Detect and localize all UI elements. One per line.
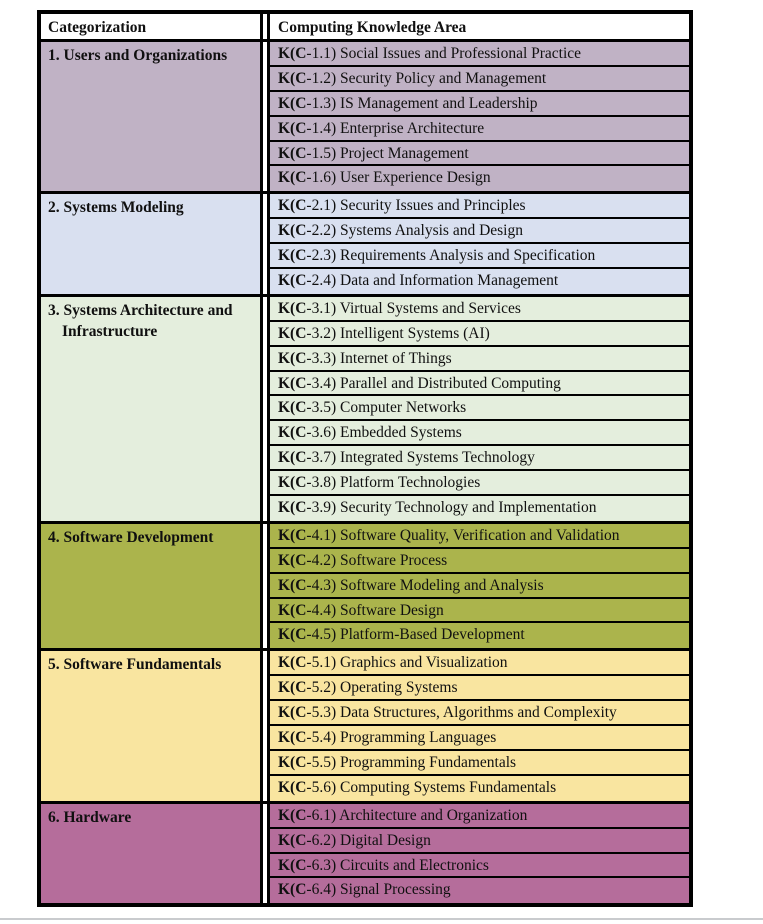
knowledge-area-code-prefix: K(C	[278, 324, 307, 342]
category-label: 2. Systems Modeling	[48, 199, 184, 217]
knowledge-area-column	[267, 651, 689, 800]
knowledge-area-code-prefix: K(C	[278, 881, 307, 899]
category-label: 6. Hardware	[48, 808, 132, 826]
knowledge-area-code-prefix: K(C	[278, 449, 307, 467]
knowledge-area-row: K(C-1.5) Project Management	[270, 142, 689, 167]
knowledge-area-code-prefix: K(C	[278, 424, 307, 442]
table-section-3	[41, 297, 689, 524]
knowledge-area-code-prefix: K(C	[278, 654, 307, 672]
knowledge-area-code-prefix: K(C	[278, 45, 307, 62]
header-categorization: Categorization	[41, 14, 263, 39]
knowledge-area-code-prefix: K(C	[278, 806, 307, 824]
knowledge-area-code-prefix: K(C	[278, 222, 307, 240]
category-cell	[41, 297, 263, 521]
knowledge-area-row: K(C-6.2) Digital Design	[270, 829, 689, 854]
knowledge-area-column	[267, 194, 689, 294]
knowledge-area-row: K(C-5.6) Computing Systems Fundamentals	[270, 776, 689, 801]
knowledge-area-code-prefix: K(C	[278, 778, 307, 796]
knowledge-area-row: K(C-5.3) Data Structures, Algorithms and Complexity	[270, 701, 689, 726]
knowledge-area-row: K(C-5.5) Programming Fundamentals	[270, 751, 689, 776]
knowledge-area-row: K(C-3.4) Parallel and Distributed Computing	[270, 372, 689, 397]
knowledge-area-code-prefix: K(C	[278, 601, 307, 619]
knowledge-area-row: K(C-2.1) Security Issues and Principles	[270, 194, 689, 219]
knowledge-area-column	[267, 42, 689, 191]
knowledge-area-row: K(C-5.2) Operating Systems	[270, 676, 689, 701]
category-cell	[41, 42, 263, 191]
knowledge-area-code-prefix: K(C	[278, 626, 307, 644]
knowledge-area-code-prefix: K(C	[278, 94, 307, 112]
category-cell	[41, 194, 263, 294]
knowledge-area-row: K(C-3.6) Embedded Systems	[270, 421, 689, 446]
page-edge-line	[0, 918, 763, 920]
knowledge-area-row: K(C-4.5) Platform-Based Development	[270, 623, 689, 648]
knowledge-area-column	[267, 524, 689, 648]
knowledge-area-code-prefix: K(C	[278, 272, 307, 290]
knowledge-area-code-prefix: K(C	[278, 729, 307, 747]
knowledge-area-row: K(C-5.4) Programming Languages	[270, 726, 689, 751]
knowledge-area-code-prefix: K(C	[278, 856, 307, 874]
knowledge-area-row: K(C-3.7) Integrated Systems Technology	[270, 446, 689, 471]
knowledge-area-code-prefix: K(C	[278, 499, 307, 517]
knowledge-area-code-prefix: K(C	[278, 197, 307, 215]
knowledge-area-row: K(C-2.2) Systems Analysis and Design	[270, 219, 689, 244]
knowledge-area-row: K(C-3.2) Intelligent Systems (AI)	[270, 322, 689, 347]
table-header-row	[41, 14, 689, 42]
header-knowledge-area: Computing Knowledge Area	[267, 14, 689, 39]
knowledge-area-code-prefix: K(C	[278, 374, 307, 392]
category-label: 3. Systems Architecture and Infrastructure	[48, 301, 233, 340]
knowledge-area-code-prefix: K(C	[278, 399, 307, 417]
knowledge-area-code-prefix: K(C	[278, 247, 307, 265]
category-cell	[41, 804, 263, 904]
knowledge-area-row: K(C-5.1) Graphics and Visualization	[270, 651, 689, 676]
knowledge-area-row: K(C-1.2) Security Policy and Management	[270, 67, 689, 92]
knowledge-area-row: K(C-1.1) Social Issues and Professional Practice	[270, 42, 689, 67]
knowledge-area-row: K(C-3.3) Internet of Things	[270, 347, 689, 372]
table-body	[41, 42, 689, 903]
knowledge-area-code-prefix: K(C	[278, 576, 307, 594]
category-label: 1. Users and Organizations	[48, 47, 228, 64]
knowledge-area-row: K(C-3.9) Security Technology and Implementation	[270, 496, 689, 521]
table-section-5	[41, 651, 689, 803]
knowledge-area-code-prefix: K(C	[278, 526, 307, 544]
knowledge-area-row: K(C-3.1) Virtual Systems and Services	[270, 297, 689, 322]
knowledge-area-row: K(C-1.3) IS Management and Leadership	[270, 92, 689, 117]
table-section-1	[41, 42, 689, 194]
knowledge-area-row: K(C-1.6) User Experience Design	[270, 166, 689, 191]
knowledge-area-column	[267, 297, 689, 521]
knowledge-area-code-prefix: K(C	[278, 474, 307, 492]
knowledge-area-code-prefix: K(C	[278, 679, 307, 697]
knowledge-area-code-prefix: K(C	[278, 69, 307, 87]
knowledge-area-table	[37, 10, 693, 907]
knowledge-area-row: K(C-3.8) Platform Technologies	[270, 471, 689, 496]
table-section-2	[41, 194, 689, 297]
knowledge-area-code-prefix: K(C	[278, 704, 307, 722]
category-cell	[41, 524, 263, 648]
knowledge-area-code-prefix: K(C	[278, 299, 307, 317]
knowledge-area-code-prefix: K(C	[278, 144, 307, 162]
knowledge-area-row: K(C-4.1) Software Quality, Verification and Validation	[270, 524, 689, 549]
knowledge-area-row: K(C-4.4) Software Design	[270, 599, 689, 624]
knowledge-area-row: K(C-2.4) Data and Information Management	[270, 269, 689, 294]
knowledge-area-row: K(C-2.3) Requirements Analysis and Specification	[270, 244, 689, 269]
knowledge-area-code-prefix: K(C	[278, 551, 307, 569]
knowledge-area-code-prefix: K(C	[278, 753, 307, 771]
category-cell	[41, 651, 263, 800]
knowledge-area-column	[267, 804, 689, 904]
knowledge-area-row: K(C-3.5) Computer Networks	[270, 396, 689, 421]
knowledge-area-code-prefix: K(C	[278, 349, 307, 367]
table-section-6	[41, 804, 689, 904]
knowledge-area-code-prefix: K(C	[278, 831, 307, 849]
table-section-4	[41, 524, 689, 651]
category-label: 5. Software Fundamentals	[48, 656, 222, 674]
knowledge-area-row: K(C-1.4) Enterprise Architecture	[270, 117, 689, 142]
knowledge-area-row: K(C-4.2) Software Process	[270, 549, 689, 574]
knowledge-area-code-prefix: K(C	[278, 169, 307, 187]
category-label: 4. Software Development	[48, 528, 214, 546]
knowledge-area-row: K(C-6.4) Signal Processing	[270, 878, 689, 903]
knowledge-area-row: K(C-6.3) Circuits and Electronics	[270, 854, 689, 879]
knowledge-area-code-prefix: K(C	[278, 119, 307, 137]
knowledge-area-row: K(C-4.3) Software Modeling and Analysis	[270, 574, 689, 599]
knowledge-area-row: K(C-6.1) Architecture and Organization	[270, 804, 689, 829]
